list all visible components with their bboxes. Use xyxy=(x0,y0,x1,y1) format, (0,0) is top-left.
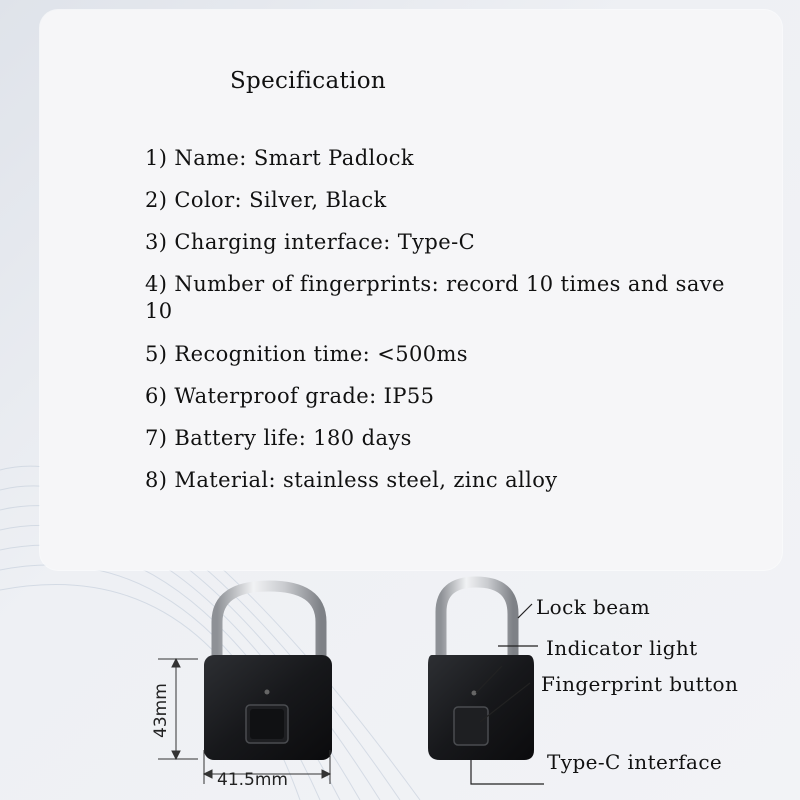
callout-type-c: Type-C interface xyxy=(547,750,723,774)
width-label: 41.5mm xyxy=(217,770,288,790)
spec-item-fingerprints: 4) Number of fingerprints: record 10 times and save 10 xyxy=(145,272,725,323)
callout-fingerprint-button: Fingerprint button xyxy=(541,672,739,696)
spec-item-material: 8) Material: stainless steel, zinc alloy xyxy=(145,468,558,492)
height-label: 43mm xyxy=(151,683,171,738)
callout-lock-beam: Lock beam xyxy=(536,595,651,619)
specification-title: Specification xyxy=(230,68,386,94)
spec-item-name: 1) Name: Smart Padlock xyxy=(145,146,414,170)
spec-item-recognition: 5) Recognition time: <500ms xyxy=(145,342,468,366)
padlock-front-view xyxy=(204,586,332,760)
spec-item-charging: 3) Charging interface: Type-C xyxy=(145,230,476,254)
spec-item-waterproof: 6) Waterproof grade: IP55 xyxy=(145,384,435,408)
lock-shackle xyxy=(217,586,321,662)
padlock-side-view xyxy=(428,582,534,760)
spec-item-color: 2) Color: Silver, Black xyxy=(145,188,387,212)
fingerprint-sensor-right xyxy=(454,707,488,745)
spec-item-battery: 7) Battery life: 180 days xyxy=(145,426,412,450)
callout-indicator-light: Indicator light xyxy=(546,636,698,660)
lock-shackle-right xyxy=(441,582,513,662)
indicator-light-dot xyxy=(265,690,270,695)
